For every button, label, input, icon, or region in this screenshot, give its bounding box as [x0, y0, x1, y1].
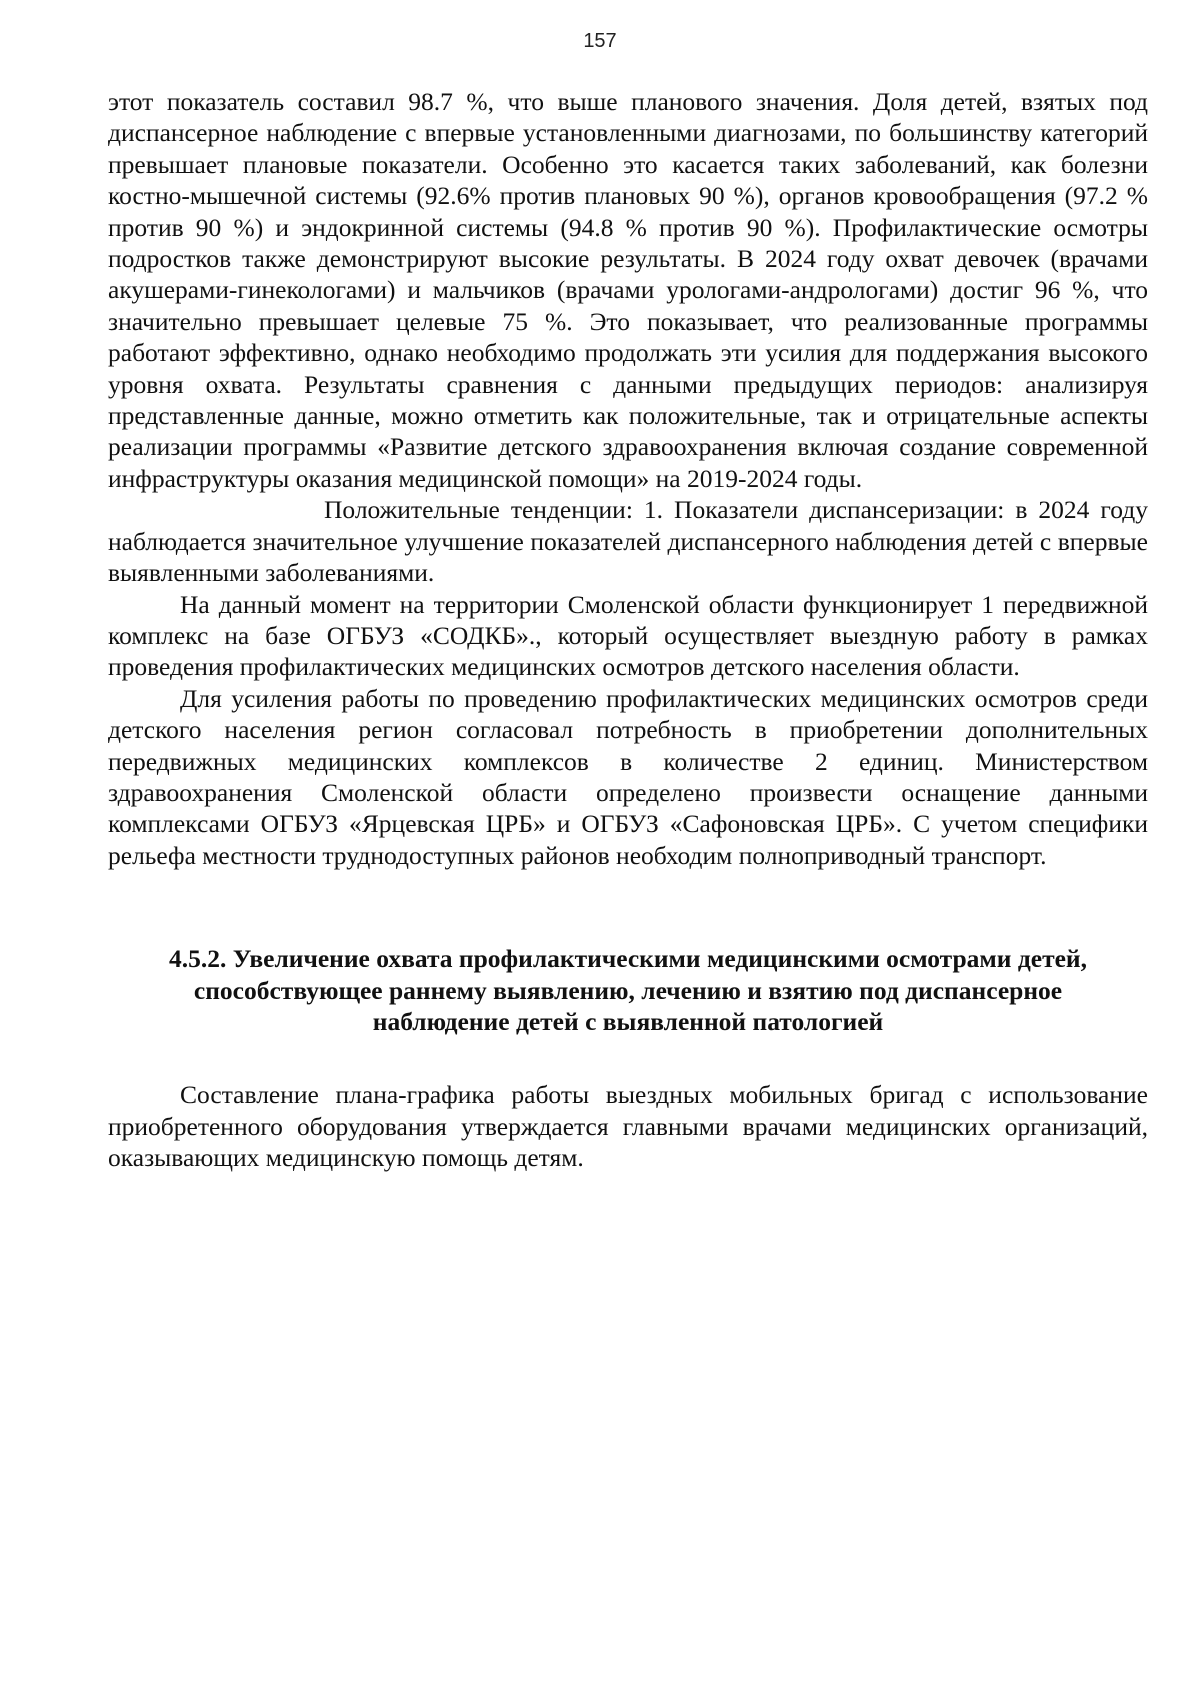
- paragraph-continuation: этот показатель составил 98.7 %, что выше планового значения. Доля детей, взятых под диспансерное наблюдение с впервые установленными диагнозами, по большинству категорий превышает плановые показатели. Особенно это касается таких заболеваний, как болезни костно-мышечной системы (92.6% против плановых 90 %), органов кровообращения (97.2 % против 90 %) и эндокринной системы (94.8 % против 90 %). Профилактические осмотры подростков также демонстрируют высокие результаты. В 2024 году охват девочек (врачами акушерами-гинекологами) и мальчиков (врачами урологами-андрологами) достиг 96 %, что значительно превышает целевые 75 %. Это показывает, что реализованные программы работают эффективно, однако необходимо продолжать эти усилия для поддержания высокого уровня охвата. Результаты сравнения с данными предыдущих периодов: анализируя представленные данные, можно отметить как положительные, так и отрицательные аспекты реализации программы «Развитие детского здравоохранения включая создание современной инфраструктуры оказания медицинской помощи» на 2019-2024 годы.: [108, 87, 1148, 493]
- document-body: [108, 86, 1148, 1174]
- paragraph-additional-complexes: Для усиления работы по проведению профилактических медицинских осмотров среди детского населения регион согласовал потребность в приобретении дополнительных передвижных медицинских комплексов в количестве 2 единиц. Министерством здравоохранения Смоленской области определено произвести оснащение данными комплексами ОГБУЗ «Ярцевская ЦРБ» и ОГБУЗ «Сафоновская ЦРБ». С учетом специфики рельефа местности труднодоступных районов необходим полноприводный транспорт.: [108, 683, 1148, 870]
- paragraph-mobile-complex: На данный момент на территории Смоленской области функционирует 1 передвижной комплекс на базе ОГБУЗ «СОДКБ»., который осуществляет выездную работу в рамках проведения профилактических медицинских осмотров детского населения области.: [108, 589, 1148, 682]
- paragraph-schedule: Составление плана-графика работы выездных мобильных бригад с использование приобретенного оборудования утверждается главными врачами медицинских организаций, оказывающих медицинскую помощь детям.: [108, 1080, 1148, 1173]
- section-heading: 4.5.2. Увеличение охвата профилактическими медицинскими осмотрами детей, способствующее раннему выявлению, лечению и взятию под диспансерное наблюдение детей с выявленной патологией: [168, 944, 1087, 1036]
- page-number: 157: [583, 30, 617, 52]
- paragraph-positive-trends: Положительные тенденции: 1. Показатели диспансеризации: в 2024 году наблюдается значительное улучшение показателей диспансерного наблюдения детей с впервые выявленными заболеваниями.: [108, 495, 1148, 588]
